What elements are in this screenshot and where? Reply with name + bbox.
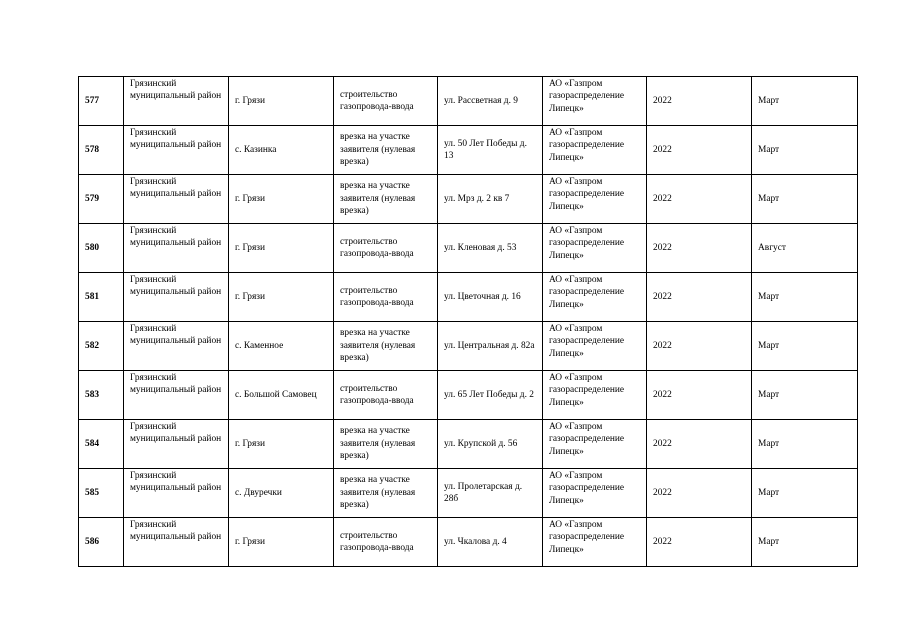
organization-cell: АО «Газпром газораспределение Липецк»: [543, 420, 647, 469]
organization-cell: АО «Газпром газораспределение Липецк»: [543, 469, 647, 518]
organization-cell: АО «Газпром газораспределение Липецк»: [543, 371, 647, 420]
month-cell: Март: [752, 371, 858, 420]
year-cell: 2022: [647, 322, 752, 371]
settlement-cell: г. Грязи: [229, 175, 334, 224]
month-cell: Март: [752, 322, 858, 371]
year-cell: 2022: [647, 469, 752, 518]
district-cell: Грязинский муниципальный район: [124, 420, 229, 469]
row-number-cell: 578: [79, 126, 124, 175]
table-row: [79, 518, 858, 567]
row-number-cell: 577: [79, 77, 124, 126]
district-cell: Грязинский муниципальный район: [124, 518, 229, 567]
table-row: [79, 175, 858, 224]
month-cell: Март: [752, 420, 858, 469]
organization-cell: АО «Газпром газораспределение Липецк»: [543, 518, 647, 567]
district-cell: Грязинский муниципальный район: [124, 77, 229, 126]
district-cell: Грязинский муниципальный район: [124, 175, 229, 224]
address-cell: ул. Пролетарская д. 28б: [438, 469, 543, 518]
district-cell: Грязинский муниципальный район: [124, 126, 229, 175]
gasification-registry-table: [78, 76, 858, 567]
year-cell: 2022: [647, 175, 752, 224]
address-cell: ул. Цветочная д. 16: [438, 273, 543, 322]
organization-cell: АО «Газпром газораспределение Липецк»: [543, 77, 647, 126]
district-cell: Грязинский муниципальный район: [124, 371, 229, 420]
address-cell: ул. Кленовая д. 53: [438, 224, 543, 273]
address-cell: ул. Крупской д. 56: [438, 420, 543, 469]
year-cell: 2022: [647, 273, 752, 322]
table-row: [79, 322, 858, 371]
row-number-cell: 586: [79, 518, 124, 567]
year-cell: 2022: [647, 518, 752, 567]
settlement-cell: г. Грязи: [229, 273, 334, 322]
table-row: [79, 469, 858, 518]
district-cell: Грязинский муниципальный район: [124, 273, 229, 322]
address-cell: ул. 50 Лет Победы д. 13: [438, 126, 543, 175]
work-type-cell: врезка на участке заявителя (нулевая врезка): [334, 469, 438, 518]
settlement-cell: с. Казинка: [229, 126, 334, 175]
work-type-cell: строительство газопровода-ввода: [334, 273, 438, 322]
row-number-cell: 583: [79, 371, 124, 420]
year-cell: 2022: [647, 420, 752, 469]
month-cell: Март: [752, 273, 858, 322]
month-cell: Март: [752, 469, 858, 518]
table-row: [79, 273, 858, 322]
address-cell: ул. Чкалова д. 4: [438, 518, 543, 567]
address-cell: ул. Рассветная д. 9: [438, 77, 543, 126]
organization-cell: АО «Газпром газораспределение Липецк»: [543, 322, 647, 371]
district-cell: Грязинский муниципальный район: [124, 322, 229, 371]
table-row: [79, 126, 858, 175]
row-number-cell: 580: [79, 224, 124, 273]
address-cell: ул. 65 Лет Победы д. 2: [438, 371, 543, 420]
registry-body: [79, 77, 858, 567]
settlement-cell: с. Двуречки: [229, 469, 334, 518]
row-number-cell: 582: [79, 322, 124, 371]
work-type-cell: строительство газопровода-ввода: [334, 371, 438, 420]
work-type-cell: врезка на участке заявителя (нулевая врезка): [334, 126, 438, 175]
work-type-cell: строительство газопровода-ввода: [334, 518, 438, 567]
work-type-cell: строительство газопровода-ввода: [334, 224, 438, 273]
settlement-cell: с. Большой Самовец: [229, 371, 334, 420]
settlement-cell: г. Грязи: [229, 420, 334, 469]
table-row: [79, 77, 858, 126]
year-cell: 2022: [647, 126, 752, 175]
organization-cell: АО «Газпром газораспределение Липецк»: [543, 224, 647, 273]
organization-cell: АО «Газпром газораспределение Липецк»: [543, 273, 647, 322]
settlement-cell: г. Грязи: [229, 518, 334, 567]
organization-cell: АО «Газпром газораспределение Липецк»: [543, 175, 647, 224]
table-row: [79, 224, 858, 273]
address-cell: ул. Центральная д. 82а: [438, 322, 543, 371]
row-number-cell: 584: [79, 420, 124, 469]
year-cell: 2022: [647, 371, 752, 420]
work-type-cell: строительство газопровода-ввода: [334, 77, 438, 126]
month-cell: Март: [752, 77, 858, 126]
work-type-cell: врезка на участке заявителя (нулевая врезка): [334, 322, 438, 371]
table-row: [79, 420, 858, 469]
work-type-cell: врезка на участке заявителя (нулевая врезка): [334, 420, 438, 469]
row-number-cell: 581: [79, 273, 124, 322]
district-cell: Грязинский муниципальный район: [124, 469, 229, 518]
row-number-cell: 585: [79, 469, 124, 518]
settlement-cell: с. Каменное: [229, 322, 334, 371]
month-cell: Март: [752, 175, 858, 224]
address-cell: ул. Мрз д. 2 кв 7: [438, 175, 543, 224]
year-cell: 2022: [647, 77, 752, 126]
settlement-cell: г. Грязи: [229, 77, 334, 126]
row-number-cell: 579: [79, 175, 124, 224]
work-type-cell: врезка на участке заявителя (нулевая врезка): [334, 175, 438, 224]
year-cell: 2022: [647, 224, 752, 273]
month-cell: Март: [752, 518, 858, 567]
district-cell: Грязинский муниципальный район: [124, 224, 229, 273]
month-cell: Март: [752, 126, 858, 175]
settlement-cell: г. Грязи: [229, 224, 334, 273]
organization-cell: АО «Газпром газораспределение Липецк»: [543, 126, 647, 175]
month-cell: Август: [752, 224, 858, 273]
table-row: [79, 371, 858, 420]
